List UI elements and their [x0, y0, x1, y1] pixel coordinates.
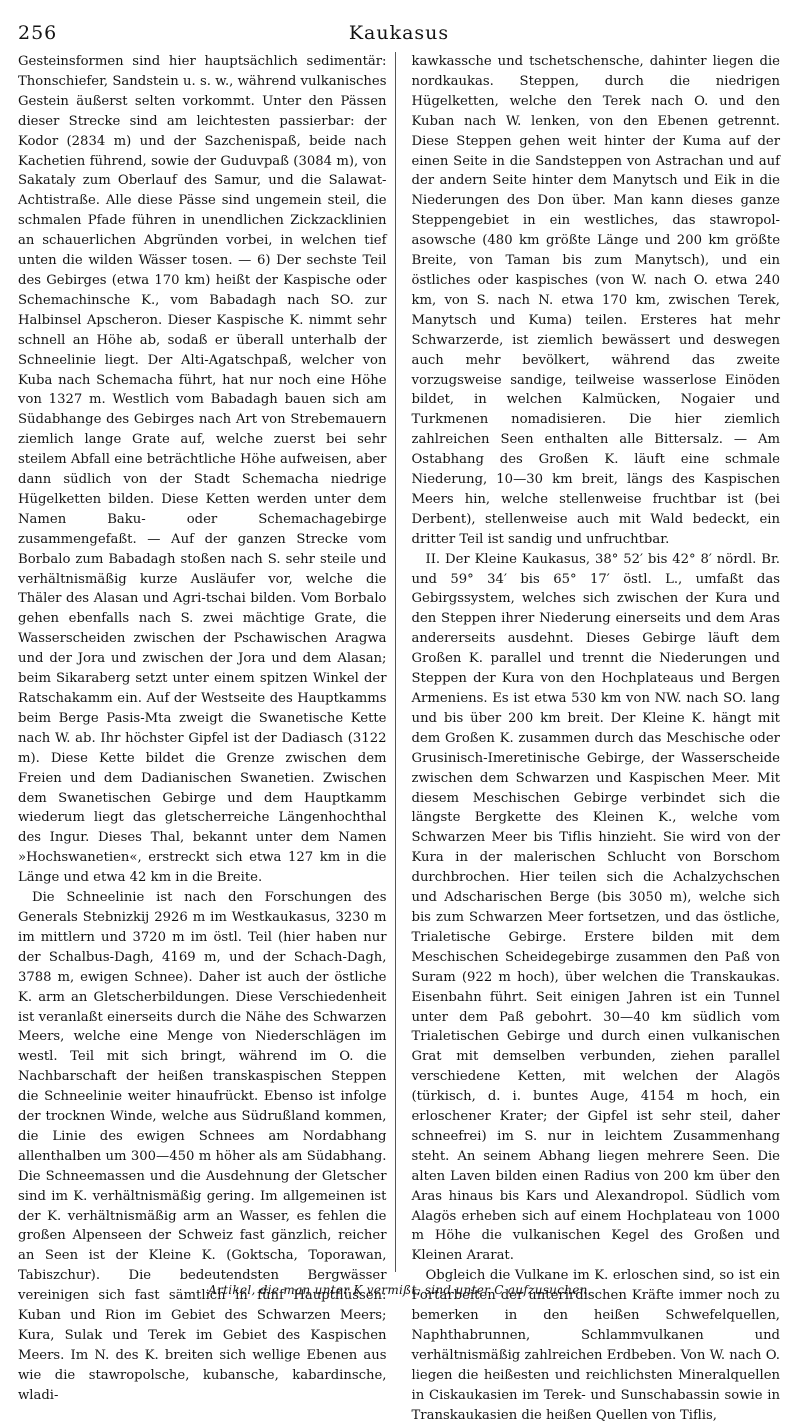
paragraph: Obgleich die Vulkane im K. erloschen sind, so ist ein Fortarbeiten der unterirdischen Kräfte immer noch zu bemerken in den heißen Schwefelquellen, Naphthabrunnen, Schlammvulkanen und verhältnismäßig zahlreichen Erdbeben. Von W. nach O. liegen die heißesten und reichlichsten Mineralquellen in Ciskaukasien im Terek- und Sunschabassin sowie in Transkaukasien die heißen Quellen von Tiflis,: [411, 1268, 780, 1423]
page-header: [18, 18, 780, 52]
paragraph: II. Der Kleine Kaukasus, 38° 52′ bis 42° 8′ nördl. Br. und 59° 34′ bis 65° 17′ östl. L., umfaßt das Gebirgssystem, welches sich zwischen der Kura und den Steppen ihrer Niederung einerseits und dem Aras andererseits ausdehnt. Dieses Gebirge läuft dem Großen K. parallel und trennt die Niederungen und Steppen der Kura von den Hochplateaus und Bergen Armeniens. Es ist etwa 530 km von NW. nach SO. lang und bis über 200 km breit. Der Kleine K. hängt mit dem Großen K. zusammen durch das Meschische oder Grusinisch-Imeretinische Gebirge, der Wasserscheide zwischen dem Schwarzen und Kaspischen Meer. Mit diesem Meschischen Gebirge verbindet sich die längste Bergkette des Kleinen K., welche vom Schwarzen Meer bis Tiflis hinzieht. Sie wird von der Kura in der malerischen Schlucht von Borschom durchbrochen. Hier teilen sich die Achalzychschen und Adscharischen Berge (bis 3050 m), welche sich bis zum Schwarzen Meer fortsetzen, und das östliche, Trialetische Gebirge. Erstere bilden mit dem Meschischen Scheidegebirge zusammen den Paß von Suram (922 m hoch), über welchen die Transkaukas. Eisenbahn führt. Seit einigen Jahren ist ein Tunnel unter dem Paß gebohrt. 30—40 km südlich vom Trialetischen Gebirge und durch einen vulkanischen Grat mit demselben verbunden, ziehen parallel verschiedene Ketten, mit welchen der Alagös (türkisch, d. i. buntes Auge, 4154 m hoch, ein erloschener Krater; der Gipfel ist sehr steil, daher schneefrei) im S. nur in leichtem Zusammenhang steht. An seinem Abhang liegen mehrere Seen. Die alten Laven bilden einen Radius von 200 km über den Aras hinaus bis Kars und Alexandropol. Südlich vom Alagös erheben sich auf einem Hochplateau von 1000 m Höhe die vulkanischen Kegel des Großen und Kleinen Ararat.: [411, 551, 780, 1264]
right-column: [406, 52, 781, 1423]
page-number: 256: [18, 22, 58, 44]
paragraph: kawkassche und tschetschensche, dahinter liegen die nordkaukas. Steppen, durch die niedrigen Hügelketten, welche den Terek nach O. und den Kuban nach W. lenken, von den Ebenen getrennt. Diese Steppen gehen weit hinter der Kuma auf der einen Seite in die Sandsteppen von Astrachan und auf der andern Seite hinter dem Manytsch und Eik in die Niederungen des Don über. Man kann dieses ganze Steppengebiet in ein westliches, das stawropol-asowsche (480 km größte Länge und 200 km größte Breite, von Taman bis zum Manytsch), und ein östliches oder kaspisches (von W. nach O. etwa 240 km, von S. nach N. etwa 170 km, zwischen Terek, Manytsch und Kuma) teilen. Ersteres hat mehr Schwarzerde, ist ziemlich bewässert und deswegen auch mehr bevölkert, während das zweite vorzugsweise sandige, teilweise wasserlose Einöden bildet, in welchen Kalmücken, Nogaier und Turkmenen nomadisieren. Die hier ziemlich zahlreichen Seen enthalten alle Bittersalz. — Am Ostabhang des Großen K. läuft eine schmale Niederung, 10—30 km breit, längs des Kaspischen Meers hin, welche stellenweise fruchtbar ist (bei Derbent), stellenweise auch mit Wald bedeckt, ein dritter Teil ist sandig und unfruchtbar.: [411, 54, 780, 547]
footer-note: Artikel, die man unter K vermißt, sind unter C aufzusuchen.: [208, 1283, 592, 1297]
paragraph: Gesteinsformen sind hier hauptsächlich sedimentär: Thonschiefer, Sandstein u. s. w., während vulkanisches Gestein äußerst selten vorkommt. Unter den Pässen dieser Strecke sind am leichtesten passierbar: der Kodor (2834 m) und der Sazchenispaß, beide nach Kachetien führend, sowie der Guduvpaß (3084 m), von Sakataly zum Oberlauf des Samur, und die Salawat-Achtistraße. Alle diese Pässe sind ungemein steil, die schmalen Pfade führen in unendlichen Zickzacklinien an schauerlichen Abgründen vorbei, in welchen tief unten die wilden Wässer tosen. — 6) Der sechste Teil des Gebirges (etwa 170 km) heißt der Kaspische oder Schemachinsche K., vom Babadagh nach SO. zur Halbinsel Apscheron. Dieser Kaspische K. nimmt sehr schnell an Höhe ab, sodaß er überall unterhalb der Schneelinie liegt. Der Alti-Agatschpaß, welcher von Kuba nach Schemacha führt, hat nur noch eine Höhe von 1327 m. Westlich vom Babadagh bauen sich am Südabhange des Gebirges nach Art von Strebemauern ziemlich lange Grate auf, welche zuerst bei sehr steilem Abfall eine beträchtliche Höhe aufweisen, aber dann südlich von der Stadt Schemacha niedrige Hügelketten bilden. Diese Ketten werden unter dem Namen Baku- oder Schemachagebirge zusammengefaßt. — Auf der ganzen Strecke vom Borbalo zum Babadagh stoßen nach S. sehr steile und verhältnismäßig kurze Ausläufer vor, welche die Thäler des Alasan und Agri-tschai bilden. Vom Borbalo gehen ebenfalls nach S. zwei mächtige Grate, die Wasserscheiden zwischen der Pschawischen Aragwa und der Jora und zwischen der Jora und dem Alasan; beim Sikaraberg setzt unter einem spitzen Winkel der Ratschakamm ein. Auf der Westseite des Hauptkamms beim Berge Pasis-Mta zweigt die Swanetische Kette nach W. ab. Ihr höchster Gipfel ist der Dadiasch (3122 m). Diese Kette bildet die Grenze zwischen dem Freien und dem Dadianischen Swanetien. Zwischen dem Swanetischen Gebirge und dem Hauptkamm wiederum liegt das gletscherreiche Längenhochthal des Ingur. Dieses Thal, bekannt unter dem Namen »Hochswanetien«, erstreckt sich etwa 127 km in die Länge und etwa 42 km in die Breite.: [18, 54, 387, 886]
left-column: [18, 52, 396, 1403]
running-head: Kaukasus: [348, 22, 450, 44]
paragraph: Die Schneelinie ist nach den Forschungen des Generals Stebnizkij 2926 m im Westkaukasus, 3230 m im mittlern und 3720 m im östl. Teil (hier haben nur der Schalbus-Dagh, 4169 m, und der Schach-Dagh, 3788 m, ewigen Schnee). Daher ist auch der östliche K. arm an Gletscherbildungen. Diese Verschiedenheit ist veranlaßt einerseits durch die Nähe des Schwarzen Meers, welche eine Menge von Niederschlägen im westl. Teil mit sich bringt, während im O. die Nachbarschaft der heißen transkaspischen Steppen die Schneelinie weiter hinaufrückt. Ebenso ist infolge der trocknen Winde, welche aus Südrußland kommen, die Linie des ewigen Schnees am Nordabhang allenthalben um 300—450 m höher als am Südabhang. Die Schneemassen und die Ausdehnung der Gletscher sind im K. verhältnismäßig gering. Im allgemeinen ist der K. verhältnismäßig arm an Wasser, es fehlen die großen Alpenseen der Schweiz fast gänzlich, reicher an Seen ist der Kleine K. (Goktscha, Toporawan, Tabiszchur). Die bedeutendsten Bergwässer vereinigen sich fast sämtlich in fünf Hauptflüssen: Kuban und Rion im Gebiet des Schwarzen Meers; Kura, Sulak und Terek im Gebiet des Kaspischen Meers. Im N. des K. breiten sich wellige Ebenen aus wie die stawropolsche, kubansche, kabardinsche, wladi-: [18, 890, 387, 1403]
